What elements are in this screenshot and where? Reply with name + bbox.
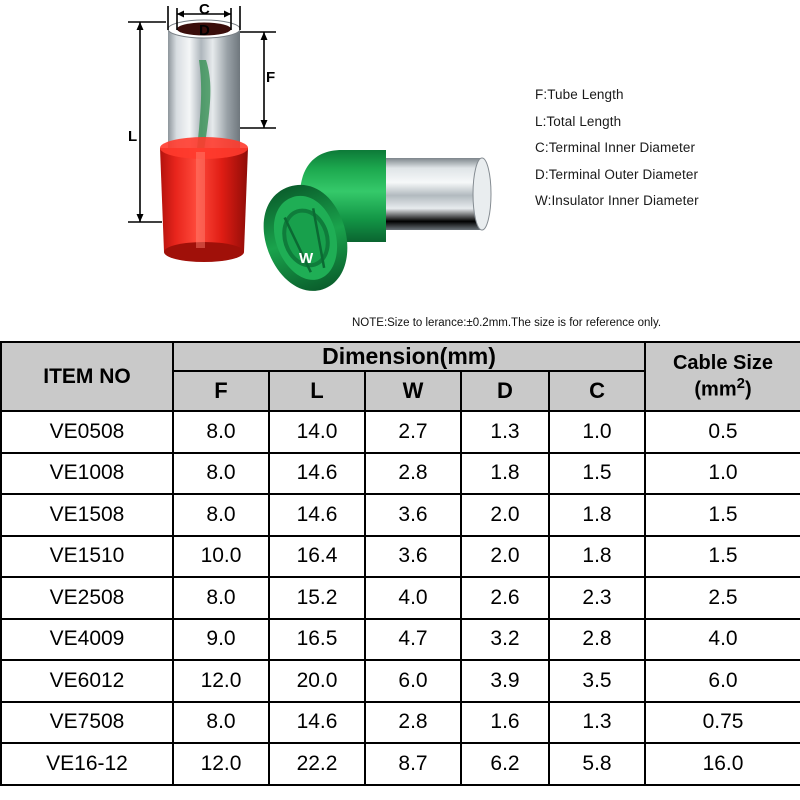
metal-tube-horizontal: [378, 158, 482, 230]
cell-f: 8.0: [173, 702, 269, 744]
header-sub-w: W: [365, 371, 461, 411]
table-body: [1, 411, 800, 785]
cell-cable-size: 4.0: [645, 619, 800, 661]
table-header: [1, 342, 800, 411]
cell-f: 10.0: [173, 536, 269, 578]
cell-f: 12.0: [173, 743, 269, 785]
header-cable-size-paren: ): [744, 378, 752, 401]
table-row: [1, 660, 800, 702]
cell-d: 3.2: [461, 619, 549, 661]
cell-c: 5.8: [549, 743, 645, 785]
cell-c: 1.3: [549, 702, 645, 744]
dimension-label-f: F: [266, 69, 276, 86]
cell-l: 14.6: [269, 702, 365, 744]
cell-l: 14.6: [269, 494, 365, 536]
cell-w: 2.8: [365, 702, 461, 744]
cell-item-no: VE1510: [1, 536, 173, 578]
legend-item-w: W:Insulator Inner Diameter: [535, 193, 699, 208]
cell-item-no: VE1008: [1, 453, 173, 495]
cell-w: 3.6: [365, 536, 461, 578]
cell-item-no: VE0508: [1, 411, 173, 453]
red-insulator-highlight: [196, 152, 205, 248]
cell-w: 2.8: [365, 453, 461, 495]
cell-l: 15.2: [269, 577, 365, 619]
cell-d: 6.2: [461, 743, 549, 785]
cell-item-no: VE6012: [1, 660, 173, 702]
header-cable-size-superscript: 2: [736, 374, 745, 392]
cell-w: 8.7: [365, 743, 461, 785]
header-sub-f: F: [173, 371, 269, 411]
table-row: [1, 411, 800, 453]
table-row: [1, 619, 800, 661]
cell-c: 1.0: [549, 411, 645, 453]
cell-l: 20.0: [269, 660, 365, 702]
cell-cable-size: 1.5: [645, 536, 800, 578]
header-cable-size-unit: (mm: [694, 378, 737, 401]
cell-item-no: VE1508: [1, 494, 173, 536]
specification-table: [0, 341, 800, 786]
dimension-label-d: D: [199, 22, 210, 39]
cell-c: 1.8: [549, 536, 645, 578]
legend-item-c: C:Terminal Inner Diameter: [535, 140, 696, 155]
table-row: [1, 494, 800, 536]
table-row: [1, 577, 800, 619]
cell-cable-size: 1.5: [645, 494, 800, 536]
cell-d: 1.6: [461, 702, 549, 744]
cell-l: 22.2: [269, 743, 365, 785]
cell-f: 8.0: [173, 494, 269, 536]
tolerance-note: NOTE:Size to lerance:±0.2mm.The size is for reference only.: [352, 317, 662, 329]
cell-f: 8.0: [173, 577, 269, 619]
header-cable-size: [645, 342, 800, 411]
dimension-label-w: W: [299, 250, 314, 267]
header-cable-size-line1: Cable Size: [672, 351, 774, 374]
cell-w: 6.0: [365, 660, 461, 702]
cell-d: 3.9: [461, 660, 549, 702]
cell-l: 14.6: [269, 453, 365, 495]
cell-cable-size: 2.5: [645, 577, 800, 619]
legend-item-d: D:Terminal Outer Diameter: [535, 166, 699, 182]
dimension-label-c: C: [199, 1, 210, 18]
cell-w: 3.6: [365, 494, 461, 536]
cell-c: 3.5: [549, 660, 645, 702]
legend: [535, 82, 699, 215]
cell-cable-size: 6.0: [645, 660, 800, 702]
cell-d: 2.6: [461, 577, 549, 619]
cell-l: 14.0: [269, 411, 365, 453]
legend-item-l: L:Total Length: [535, 113, 622, 129]
cell-c: 1.8: [549, 494, 645, 536]
cell-cable-size: 1.0: [645, 453, 800, 495]
cell-d: 2.0: [461, 536, 549, 578]
cell-item-no: VE2508: [1, 577, 173, 619]
cell-d: 1.3: [461, 411, 549, 453]
cell-l: 16.5: [269, 619, 365, 661]
table-row: [1, 453, 800, 495]
header-dimension: Dimension(mm): [173, 342, 645, 371]
table-row: [1, 702, 800, 744]
cell-c: 2.8: [549, 619, 645, 661]
dimension-label-l: L: [128, 128, 138, 145]
cell-cable-size: 0.75: [645, 702, 800, 744]
product-illustration: [0, 0, 800, 342]
cell-f: 8.0: [173, 411, 269, 453]
legend-item-f: F:Tube Length: [535, 87, 624, 102]
cell-item-no: VE16-12: [1, 743, 173, 785]
cell-c: 2.3: [549, 577, 645, 619]
cell-cable-size: 16.0: [645, 743, 800, 785]
cell-f: 12.0: [173, 660, 269, 702]
cell-w: 2.7: [365, 411, 461, 453]
header-sub-l: L: [269, 371, 365, 411]
cell-l: 16.4: [269, 536, 365, 578]
cell-f: 8.0: [173, 453, 269, 495]
cell-cable-size: 0.5: [645, 411, 800, 453]
cell-item-no: VE4009: [1, 619, 173, 661]
cell-item-no: VE7508: [1, 702, 173, 744]
header-sub-c: C: [549, 371, 645, 411]
cell-w: 4.7: [365, 619, 461, 661]
header-item-no: ITEM NO: [1, 342, 173, 411]
cell-f: 9.0: [173, 619, 269, 661]
tube-end-cap: [473, 158, 491, 230]
table-row: [1, 536, 800, 578]
cell-d: 1.8: [461, 453, 549, 495]
cell-w: 4.0: [365, 577, 461, 619]
cell-c: 1.5: [549, 453, 645, 495]
header-sub-d: D: [461, 371, 549, 411]
cell-d: 2.0: [461, 494, 549, 536]
table-row: [1, 743, 800, 785]
